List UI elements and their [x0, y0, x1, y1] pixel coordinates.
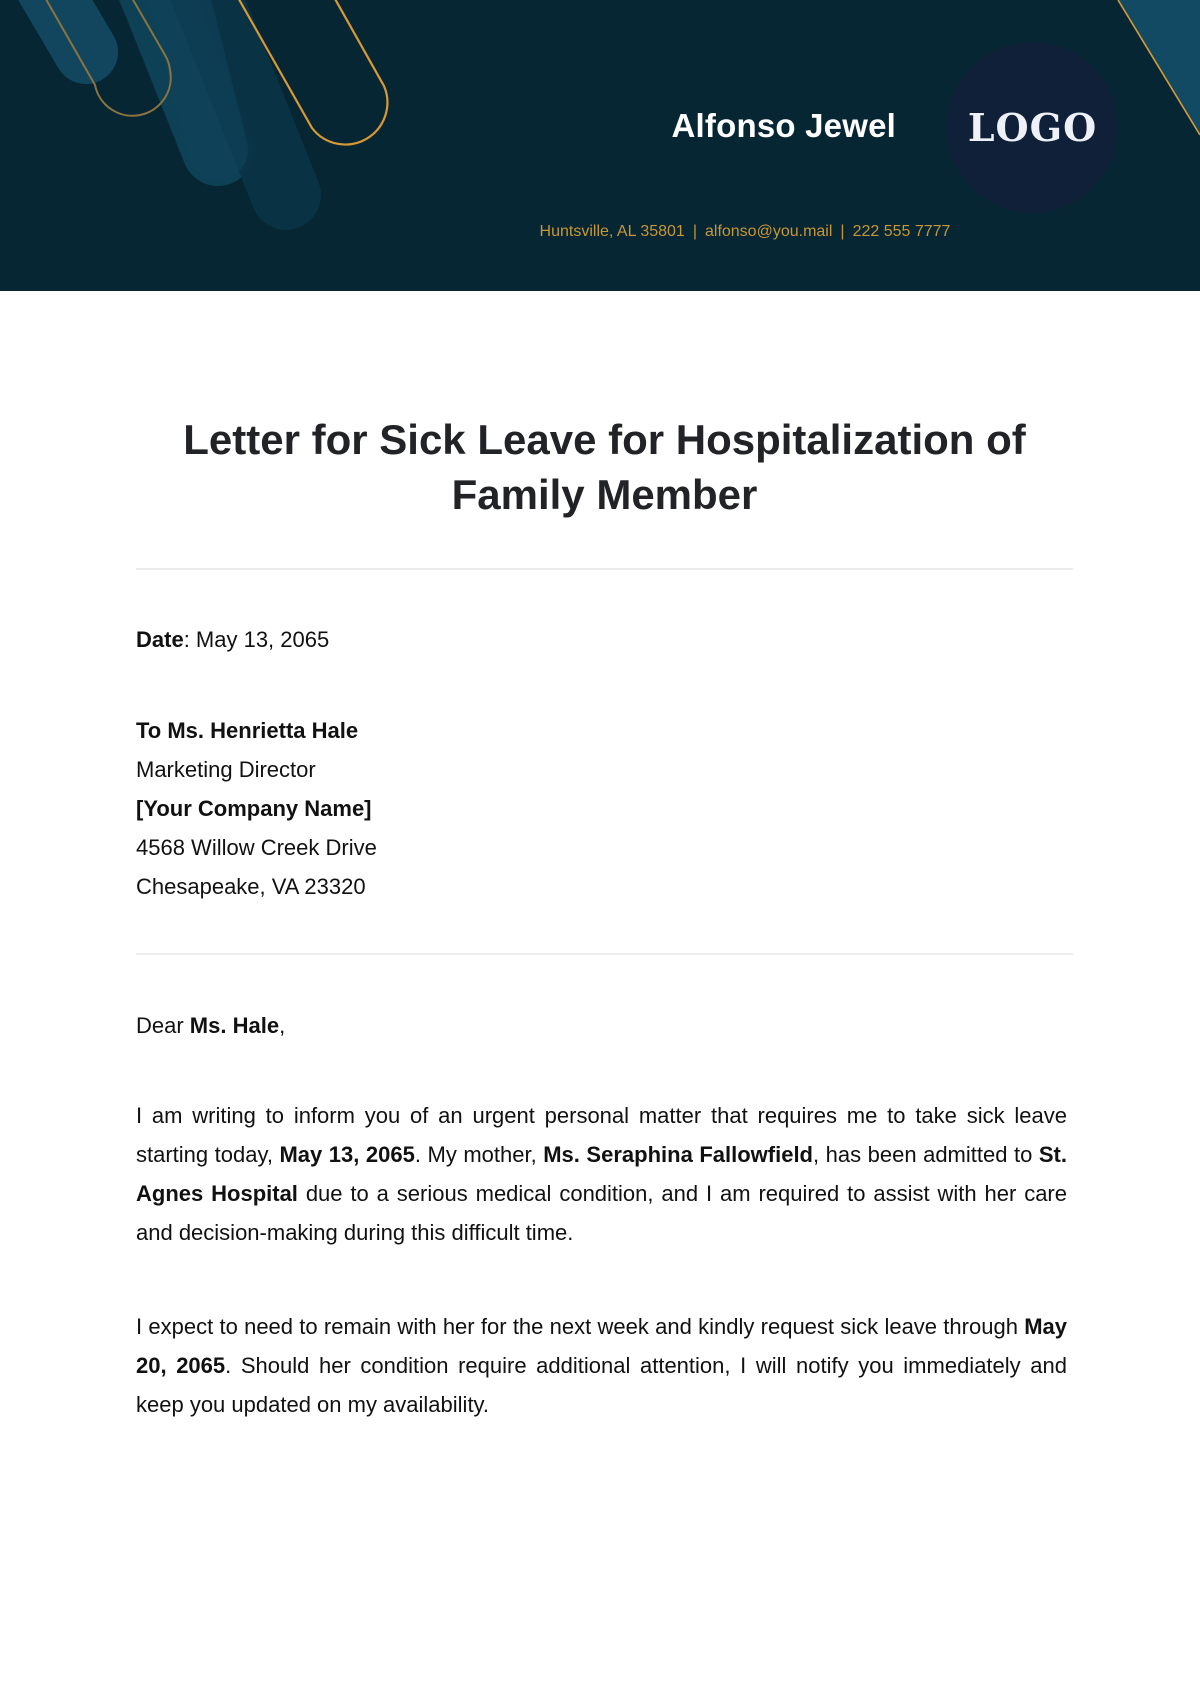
paragraph-2 [136, 1307, 1067, 1424]
salutation-name: Ms. Hale [189, 1013, 280, 1038]
recipient-city: Chesapeake, VA 23320 [136, 874, 366, 899]
contact-address: Huntsville, AL 35801 [539, 223, 685, 240]
leave-end-date: May 20, 2065 [136, 1314, 1067, 1378]
recipient-street: 4568 Willow Creek Drive [136, 835, 377, 860]
paragraph-1 [136, 1096, 1067, 1252]
salutation [136, 1006, 1067, 1045]
divider-middle [136, 953, 1073, 955]
salutation-prefix: Dear [136, 1013, 190, 1038]
contact-info [0, 222, 1200, 242]
logo-badge [947, 42, 1118, 213]
letterhead-header [0, 0, 1200, 291]
date-value: : May 13, 2065 [183, 627, 330, 652]
contact-separator: | [840, 223, 845, 240]
recipient-company: [Your Company Name] [136, 796, 372, 821]
divider-top [136, 568, 1073, 570]
title-line-1: Letter for Sick Leave for Hospitalization of [183, 416, 1026, 463]
date-line [136, 620, 1067, 659]
document-title [136, 412, 1073, 522]
logo-text: LOGO [967, 105, 1098, 150]
paragraph-text: . Should her condition require additional attention, I will notify you immediately and keep you updated on my availability. [136, 1353, 1067, 1417]
contact-email[interactable]: alfonso@you.mail [704, 223, 833, 240]
recipient-position: Marketing Director [136, 757, 316, 782]
paragraph-text: I expect to need to remain with her for the next week and kindly request sick leave through [136, 1314, 1025, 1339]
recipient-name: To Ms. Henrietta Hale [136, 718, 359, 743]
patient-name: Ms. Seraphina Fallowfield [543, 1142, 813, 1167]
contact-phone[interactable]: 222 555 7777 [852, 223, 951, 240]
hospital-name: St. Agnes Hospital [136, 1142, 1067, 1206]
paragraph-text: , has been admitted to [813, 1142, 1039, 1167]
paragraph-text: I am writing to inform you of an urgent personal matter that requires me to take sick leave starting today, [136, 1103, 1067, 1167]
capsule-shape-1 [20, 0, 86, 52]
recipient-block [136, 711, 1067, 906]
sender-name: Alfonso Jewel [671, 107, 896, 144]
salutation-suffix: , [279, 1013, 286, 1038]
contact-separator: | [692, 223, 697, 240]
paragraph-text: . My mother, [414, 1142, 544, 1167]
title-line-2: Family Member [451, 471, 758, 518]
date-label: Date [136, 627, 184, 652]
leave-start-date: May 13, 2065 [279, 1142, 415, 1167]
paragraph-text: due to a serious medical condition, and I am required to assist with her care and decision-making during this difficult time. [136, 1181, 1067, 1245]
